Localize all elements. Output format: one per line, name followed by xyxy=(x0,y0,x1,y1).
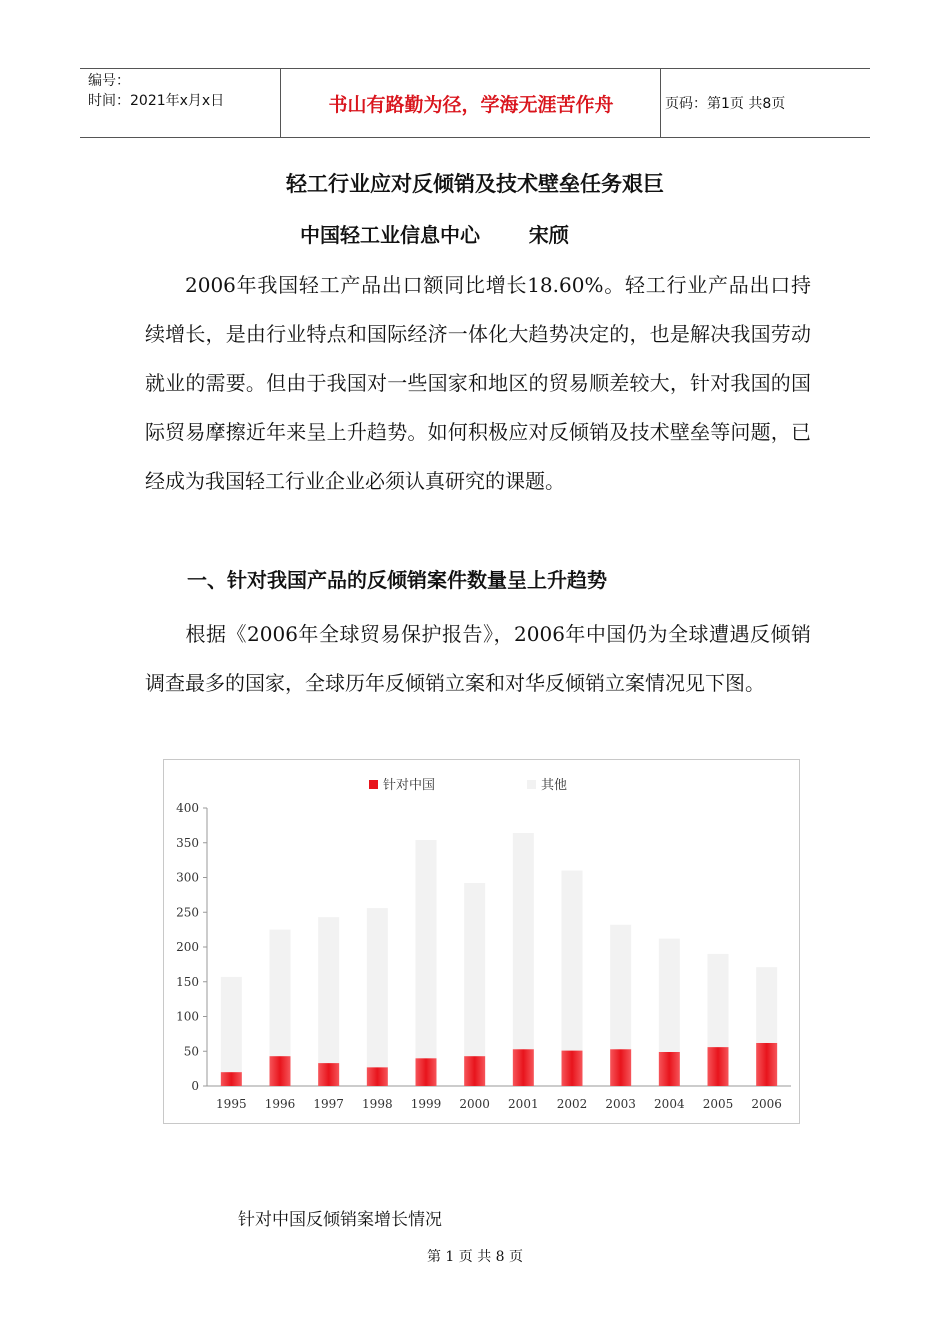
x-tick-label: 2000 xyxy=(459,1097,490,1111)
bar-china xyxy=(416,1058,437,1086)
y-tick-label: 0 xyxy=(191,1079,199,1093)
bar-china xyxy=(367,1067,388,1086)
y-tick-label: 200 xyxy=(176,940,199,954)
y-tick-label: 250 xyxy=(176,905,199,920)
y-tick-label: 350 xyxy=(176,835,199,850)
doc-number-label: 编号： xyxy=(88,73,130,89)
y-tick-label: 150 xyxy=(176,974,199,989)
intro-text: 2006年我国轻工产品出口额同比增长18.60%。轻工行业产品出口持续增长，是由行业特点和国际经济一体化大趋势决定的，也是解决我国劳动就业的需要。但由于我国对一些国家和地区的贸易顺差较大，针对我国的国际贸易摩擦近年来呈上升趋势。如何积极应对反倾销及技术壁垒等问题，已经成为我国轻工行业企业必须认真研究的课题。 xyxy=(145,273,811,493)
bar-other xyxy=(270,930,291,1056)
page-footer: 第 1 页 共 8 页 xyxy=(426,1249,524,1265)
header-divider xyxy=(280,69,281,137)
legend-swatch xyxy=(369,780,378,789)
document-title: 轻工行业应对反倾销及技术壁垒任务艰巨 xyxy=(286,172,664,196)
header-page-info: 页码：第1页 共8页 xyxy=(665,96,786,112)
bar-china xyxy=(610,1049,631,1086)
section-text: 根据《2006年全球贸易保护报告》，2006年中国仍为全球遭遇反倾销调查最多的国家，全球历年反倾销立案和对华反倾销立案情况见下图。 xyxy=(145,622,811,695)
bar-other xyxy=(708,954,729,1047)
doc-time-label: 时间：2021年x月x日 xyxy=(88,93,225,109)
bar-china xyxy=(270,1056,291,1086)
bar-other xyxy=(221,977,242,1072)
legend-label: 其他 xyxy=(541,778,568,793)
bar-other xyxy=(318,917,339,1063)
legend-label: 针对中国 xyxy=(383,778,436,793)
x-tick-label: 2006 xyxy=(751,1097,782,1111)
x-tick-label: 2004 xyxy=(654,1097,685,1111)
bar-china xyxy=(562,1051,583,1086)
document-author: 中国轻工业信息中心 宋颀 xyxy=(300,223,569,247)
x-tick-label: 2002 xyxy=(556,1097,588,1111)
bar-other xyxy=(659,939,680,1052)
x-tick-label: 1996 xyxy=(264,1097,296,1111)
header-meta xyxy=(88,71,278,111)
document-header xyxy=(80,68,870,138)
antidumping-chart xyxy=(163,759,800,1124)
bar-china xyxy=(756,1043,777,1086)
bar-other xyxy=(416,840,437,1058)
y-tick-label: 300 xyxy=(176,870,199,885)
legend-swatch xyxy=(527,780,536,789)
bar-china xyxy=(708,1047,729,1086)
x-tick-label: 1995 xyxy=(216,1097,247,1111)
y-tick-label: 400 xyxy=(176,801,199,815)
bar-china xyxy=(513,1049,534,1086)
bar-other xyxy=(610,925,631,1049)
x-tick-label: 2003 xyxy=(605,1097,636,1111)
bar-other xyxy=(513,833,534,1049)
bar-china xyxy=(464,1056,485,1086)
bar-other xyxy=(367,908,388,1067)
bar-other xyxy=(756,967,777,1043)
header-motto: 书山有路勤为径，学海无涯苦作舟 xyxy=(328,93,614,116)
x-tick-label: 1999 xyxy=(410,1097,442,1111)
header-divider xyxy=(660,69,661,137)
section-paragraph xyxy=(145,610,811,708)
bar-other xyxy=(562,871,583,1051)
y-tick-label: 100 xyxy=(176,1009,199,1024)
chart-canvas xyxy=(164,760,799,1123)
x-tick-label: 2005 xyxy=(702,1097,734,1111)
bar-china xyxy=(221,1072,242,1086)
x-tick-label: 2001 xyxy=(508,1097,539,1111)
bar-china xyxy=(318,1063,339,1086)
section-heading: 一、针对我国产品的反倾销案件数量呈上升趋势 xyxy=(187,568,607,592)
bar-other xyxy=(464,883,485,1056)
bar-china xyxy=(659,1052,680,1086)
x-tick-label: 1997 xyxy=(313,1097,344,1111)
chart-caption: 针对中国反倾销案增长情况 xyxy=(238,1210,442,1230)
x-tick-label: 1998 xyxy=(362,1097,393,1111)
y-tick-label: 50 xyxy=(183,1044,199,1059)
intro-paragraph xyxy=(145,261,811,506)
